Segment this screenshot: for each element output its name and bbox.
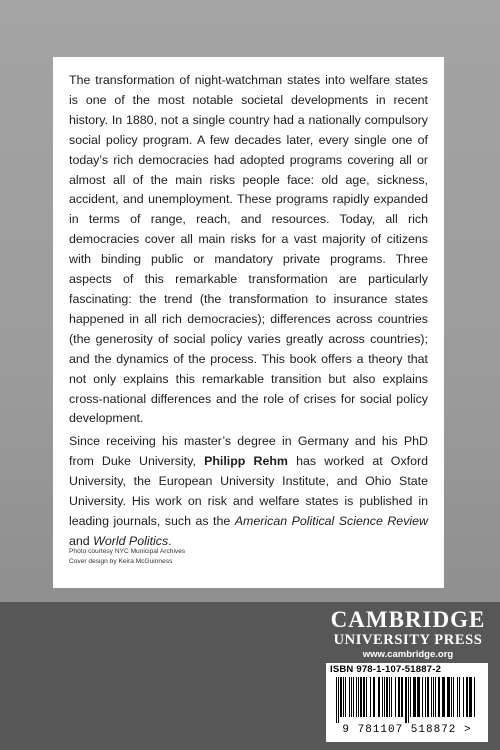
barcode-bar <box>431 677 432 717</box>
barcode-digits: 9 781107 518872 > <box>342 724 472 736</box>
bio-text-4: . <box>168 533 172 548</box>
bio-text-2: has worked at Oxford University, the European University Institute, and Ohio State University. His work on risk and welfare states is published in leading journals, such as the <box>69 453 428 528</box>
text-panel <box>53 57 444 588</box>
barcode-bar <box>413 677 416 717</box>
barcode-bar <box>457 677 458 717</box>
barcode-bar <box>433 677 434 717</box>
barcode-bar <box>360 677 362 717</box>
barcode-bar <box>353 677 354 717</box>
barcode-bar <box>373 677 375 717</box>
author-bio <box>69 432 428 551</box>
barcode-bar <box>408 677 409 723</box>
barcode-bar <box>438 677 440 717</box>
barcode-bar <box>469 677 472 717</box>
barcode-bar <box>386 677 388 717</box>
barcode-bar <box>398 677 400 717</box>
publisher-logo <box>328 608 488 662</box>
barcode-box <box>326 663 488 742</box>
barcode-bars <box>330 677 484 723</box>
author-name: Philipp Rehm <box>204 453 288 468</box>
design-credit: Cover design by Keira McGuinness <box>69 558 173 565</box>
barcode-bar <box>425 677 426 717</box>
barcode-bar <box>370 677 371 717</box>
barcode-bar <box>459 677 460 717</box>
barcode-bar <box>391 677 392 717</box>
barcode-bar <box>442 677 445 717</box>
barcode-bar <box>417 677 420 717</box>
bio-text-3: and <box>69 533 94 548</box>
barcode-bar <box>363 677 365 717</box>
barcode-bar <box>466 677 468 717</box>
barcode-bar <box>351 677 352 717</box>
publisher-name: CAMBRIDGE <box>330 607 486 632</box>
barcode-bar <box>378 677 380 717</box>
barcode-bar <box>338 677 339 723</box>
barcode-bar <box>474 677 475 717</box>
barcode-bar <box>340 677 342 717</box>
publisher-url: www.cambridge.org <box>362 649 454 660</box>
book-description: The transformation of night-watchman states into welfare states is one of the most notable societal developments in recent history. In 1880, not a single country had a nationally compulsory social policy program. A few decades later, every single one of today’s rich democracies had adopted programs covering all or almost all of the main risks people face: old age, sickness, accident, and unemployment. These programs rapidly expanded in terms of range, reach, and resources. Today, all rich democracies cover all main risks for a vast majority of citizens with binding public or mandatory private programs. Three aspects of this remarkable transformation are particularly fascinating: the trend (the transformation to insurance states happened in all rich democracies); differences across countries (the generosity of social policy varies greatly across countries); and the dynamics of the process. This book offers a theory that not only explains this remarkable transition but also explains cross-national differences and the role of crises for social policy development. <box>69 73 428 426</box>
journal-name-1: American Political Science Review <box>234 513 428 528</box>
barcode-bar <box>382 677 383 717</box>
barcode-bar <box>427 677 429 717</box>
barcode-bar <box>435 677 436 717</box>
barcode-bar <box>405 677 407 723</box>
barcode-bar <box>451 677 452 717</box>
photo-credit: Photo courtesy NYC Municipal Archives <box>69 548 186 555</box>
barcode-bar <box>401 677 403 717</box>
bio-text-1: Since receiving his master’s degree in Germany and his PhD from Duke University, <box>69 434 428 468</box>
barcode-bar <box>349 677 350 717</box>
barcode-bar <box>410 677 411 717</box>
credits <box>69 547 185 567</box>
barcode-bar <box>463 677 464 717</box>
barcode-bar <box>395 677 396 717</box>
publisher-press: UNIVERSITY PRESS <box>333 632 483 648</box>
barcode-bar <box>336 677 337 723</box>
barcode-bar <box>356 677 357 717</box>
barcode-bar <box>358 677 359 717</box>
barcode-bar <box>343 677 344 717</box>
barcode-bar <box>384 677 385 717</box>
barcode-bar <box>366 677 367 717</box>
isbn-label: ISBN 978-1-107-51887-2 <box>330 664 442 675</box>
journal-name-2: World Politics <box>93 533 169 548</box>
barcode-bar <box>447 677 450 717</box>
barcode-bar <box>389 677 390 717</box>
barcode-bar <box>345 677 346 717</box>
barcode-bar <box>453 677 454 717</box>
barcode-bar <box>422 677 423 717</box>
